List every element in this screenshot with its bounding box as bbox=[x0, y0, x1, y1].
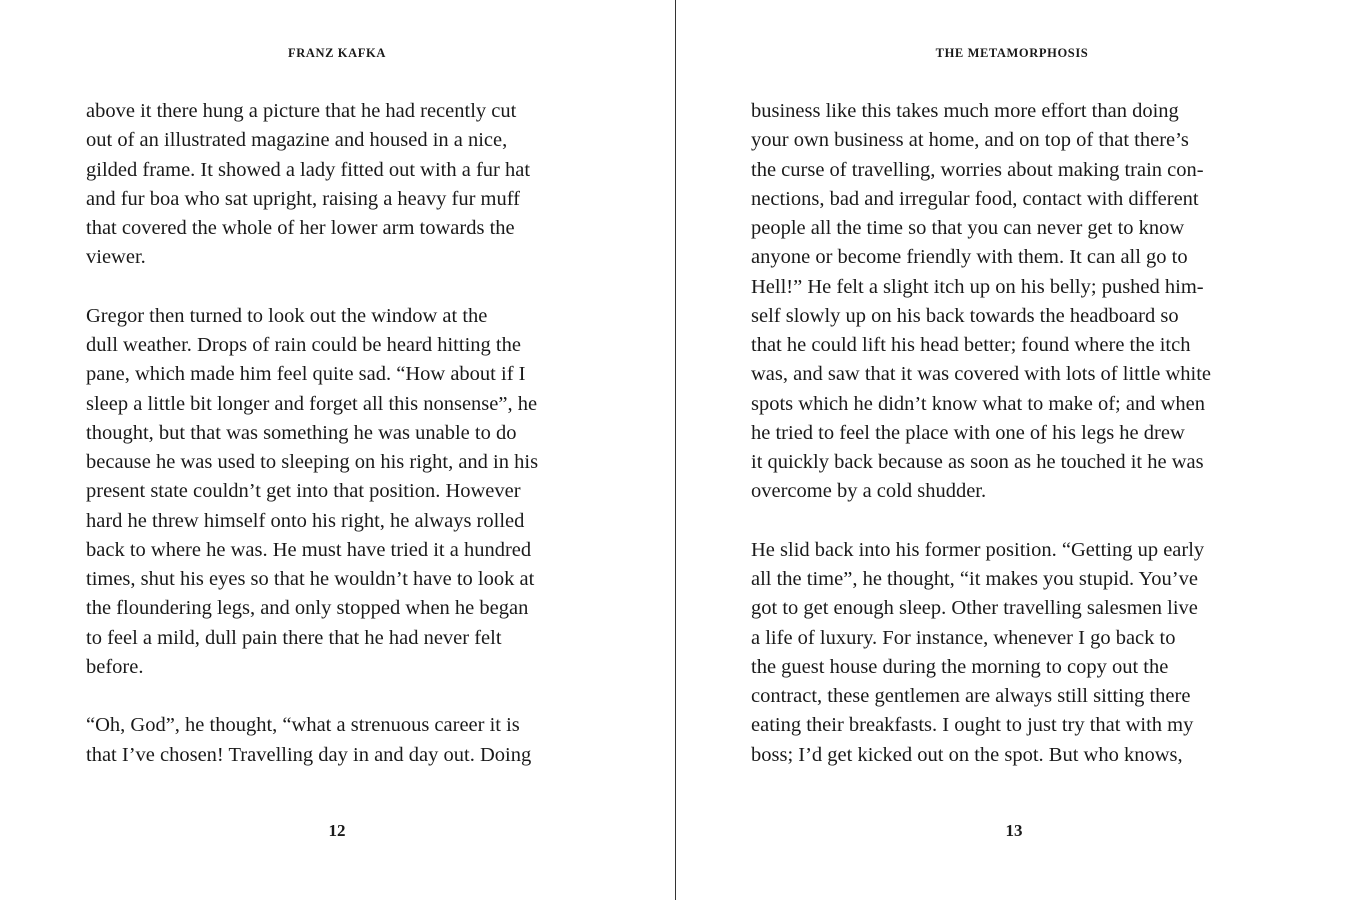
paragraph bbox=[86, 711, 538, 770]
running-head-author: FRANZ KAFKA bbox=[288, 46, 386, 60]
text-line: pane, which made him feel quite sad. “How about if I bbox=[86, 363, 526, 386]
text-line: he tried to feel the place with one of his legs he drew bbox=[751, 421, 1185, 444]
text-line: above it there hung a picture that he had recently cut bbox=[86, 100, 517, 122]
text-line: business like this takes much more effort than doing bbox=[751, 100, 1179, 122]
text-line: your own business at home, and on top of that there’s bbox=[751, 129, 1189, 152]
paragraph-break bbox=[751, 507, 1211, 536]
text-line: gilded frame. It showed a lady fitted out with a fur hat bbox=[86, 158, 531, 181]
text-line: Hell!” He felt a slight itch up on his belly; pushed him- bbox=[751, 275, 1204, 298]
text-line: hard he threw himself onto his right, he always rolled bbox=[86, 509, 525, 532]
text-line: the curse of travelling, worries about making train con- bbox=[751, 158, 1204, 181]
text-line: thought, but that was something he was unable to do bbox=[86, 421, 517, 444]
paragraph-break bbox=[86, 273, 538, 302]
right-page-body bbox=[751, 97, 1211, 770]
text-line: a life of luxury. For instance, whenever I go back to bbox=[751, 626, 1176, 649]
text-line: the guest house during the morning to copy out the bbox=[751, 655, 1169, 678]
text-line: overcome by a cold shudder. bbox=[751, 480, 987, 503]
text-line: nections, bad and irregular food, contact with different bbox=[751, 187, 1199, 210]
text-line: the floundering legs, and only stopped when he began bbox=[86, 597, 529, 620]
text-line: before. bbox=[86, 655, 144, 678]
text-line: all the time”, he thought, “it makes you stupid. You’ve bbox=[751, 568, 1198, 590]
text-line: viewer. bbox=[86, 246, 146, 269]
paragraph bbox=[86, 97, 538, 273]
left-page-body bbox=[86, 97, 538, 770]
text-line: contract, these gentlemen are always still sitting there bbox=[751, 685, 1191, 707]
text-line: and fur boa who sat upright, raising a heavy fur muff bbox=[86, 187, 520, 210]
running-head-title: THE METAMORPHOSIS bbox=[935, 46, 1089, 60]
text-line: got to get enough sleep. Other travelling salesmen live bbox=[751, 597, 1198, 620]
text-line: self slowly up on his back towards the headboard so bbox=[751, 304, 1179, 327]
text-line: present state couldn’t get into that position. However bbox=[86, 480, 521, 503]
text-line: that he could lift his head better; found where the itch bbox=[751, 334, 1191, 356]
text-line: anyone or become friendly with them. It can all go to bbox=[751, 246, 1188, 269]
text-line: boss; I’d get kicked out on the spot. But who knows, bbox=[751, 743, 1183, 766]
text-line: that I’ve chosen! Travelling day in and day out. Doing bbox=[86, 743, 532, 766]
paragraph bbox=[751, 536, 1211, 770]
text-line: dull weather. Drops of rain could be heard hitting the bbox=[86, 334, 521, 356]
paragraph-break bbox=[86, 682, 538, 711]
text-line: times, shut his eyes so that he wouldn’t have to look at bbox=[86, 568, 535, 590]
text-line: that covered the whole of her lower arm towards the bbox=[86, 217, 515, 239]
text-line: back to where he was. He must have tried it a hundred bbox=[86, 538, 532, 561]
text-line: because he was used to sleeping on his right, and in his bbox=[86, 451, 539, 473]
paragraph bbox=[86, 302, 538, 682]
text-line: people all the time so that you can never get to know bbox=[751, 217, 1185, 239]
text-line: spots which he didn’t know what to make of; and when bbox=[751, 392, 1205, 415]
text-line: “Oh, God”, he thought, “what a strenuous career it is bbox=[86, 714, 520, 737]
page-number: 12 bbox=[328, 821, 346, 840]
page-number: 13 bbox=[1005, 821, 1023, 840]
text-line: eating their breakfasts. I ought to just try that with my bbox=[751, 714, 1194, 737]
text-line: it quickly back because as soon as he touched it he was bbox=[751, 451, 1204, 473]
text-line: out of an illustrated magazine and housed in a nice, bbox=[86, 129, 508, 152]
text-line: He slid back into his former position. “Getting up early bbox=[751, 538, 1205, 561]
paragraph bbox=[751, 97, 1211, 507]
text-line: to feel a mild, dull pain there that he had never felt bbox=[86, 626, 502, 649]
right-page bbox=[676, 0, 1350, 900]
text-line: Gregor then turned to look out the window at the bbox=[86, 304, 488, 327]
text-line: was, and saw that it was covered with lots of little white bbox=[751, 363, 1212, 386]
text-line: sleep a little bit longer and forget all this nonsense”, he bbox=[86, 392, 538, 415]
